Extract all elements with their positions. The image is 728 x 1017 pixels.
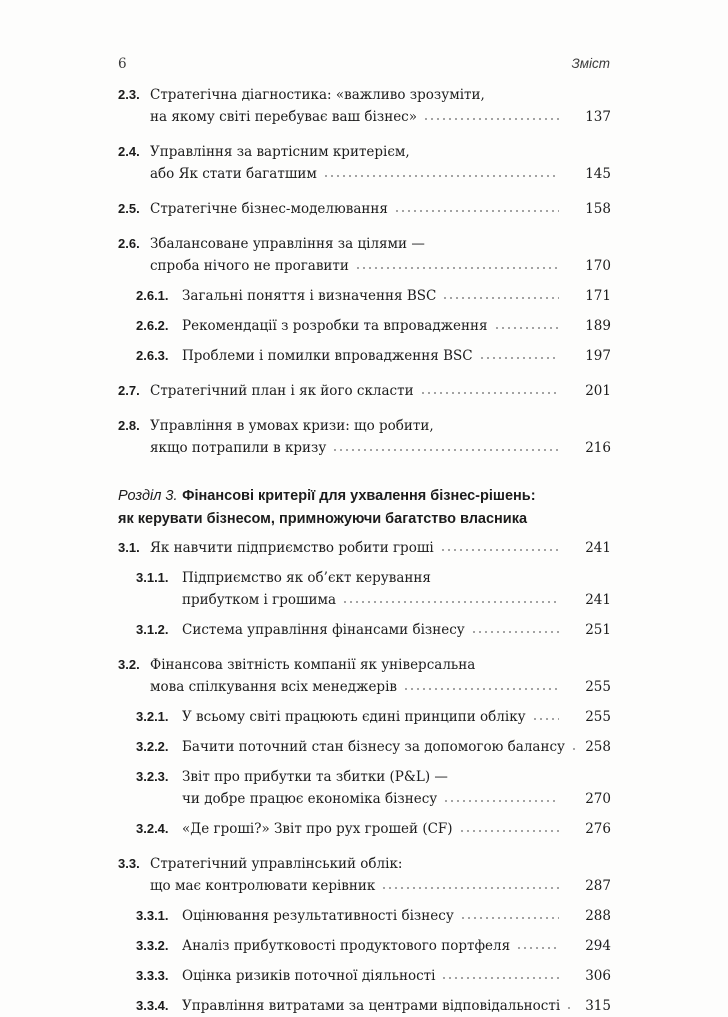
toc-entry-page-number: 241 xyxy=(585,592,611,608)
dot-leader xyxy=(323,173,559,179)
toc-entry-title xyxy=(182,965,565,987)
toc-entry-title xyxy=(182,345,565,367)
toc-group-chapter-3 xyxy=(118,537,611,1017)
toc-entry-title xyxy=(182,736,565,758)
toc-entry-page-number: 287 xyxy=(585,878,611,894)
toc-entry-number: 3.3.1. xyxy=(136,908,169,923)
toc-entry xyxy=(118,567,611,611)
dot-leader xyxy=(479,355,559,361)
toc-entry-page-number: 276 xyxy=(585,821,611,837)
toc-entry-page-number: 170 xyxy=(585,258,611,274)
toc-entry xyxy=(118,706,611,728)
toc-entry-page-number: 145 xyxy=(585,166,611,182)
toc-entry xyxy=(118,285,611,307)
toc-entry-title xyxy=(150,198,565,220)
toc-entry xyxy=(118,198,611,220)
toc-entry xyxy=(118,315,611,337)
toc-entry-number: 3.2.3. xyxy=(136,769,169,784)
dot-leader xyxy=(381,885,559,891)
toc-entry xyxy=(118,935,611,957)
toc-entry-number: 3.2. xyxy=(118,657,140,672)
dot-leader xyxy=(394,208,559,214)
toc-entry-page-number: 171 xyxy=(585,288,611,304)
toc-entry-number: 3.1.1. xyxy=(136,570,169,585)
dot-leader xyxy=(441,975,559,981)
dot-leader xyxy=(494,325,559,331)
toc-entry xyxy=(118,818,611,840)
toc-entry-page-number: 270 xyxy=(585,791,611,807)
toc-entry-title-line: Стратегічний управлінський облік: xyxy=(150,856,403,872)
toc-entry-page-number: 201 xyxy=(585,383,611,399)
toc-entry xyxy=(118,537,611,559)
toc-entry-page-number: 197 xyxy=(585,348,611,364)
toc-entry-number: 3.3.4. xyxy=(136,998,169,1013)
chapter-title-line-2: як керувати бізнесом, примножуючи багатство власника xyxy=(118,511,528,527)
toc-entry xyxy=(118,654,611,698)
toc-entry-title xyxy=(182,619,565,641)
dot-leader xyxy=(355,265,559,271)
toc-entry xyxy=(118,141,611,185)
toc-entry-page-number: 288 xyxy=(585,908,611,924)
toc-entry-number: 2.6. xyxy=(118,236,140,251)
dot-leader xyxy=(471,629,559,635)
toc-entry-title-line: або Як стати багатшим xyxy=(150,166,317,182)
toc-entry-title-line: мова спілкування всіх менеджерів xyxy=(150,679,397,695)
toc-entry-title-line: Підприємство як об’єкт керування xyxy=(182,570,431,586)
toc-entry xyxy=(118,853,611,897)
toc-entry-number: 3.1.2. xyxy=(136,622,169,637)
toc-entry-title xyxy=(182,935,565,957)
toc-entry-number: 2.6.3. xyxy=(136,348,169,363)
toc-entry-page-number: 255 xyxy=(585,679,611,695)
toc-entry xyxy=(118,995,611,1017)
toc-entry-title-line: Управління в умовах кризи: що робити, xyxy=(150,418,434,434)
toc-entry-title-line: Стратегічне бізнес-моделювання xyxy=(150,201,388,217)
toc-entry-page-number: 189 xyxy=(585,318,611,334)
dot-leader xyxy=(443,798,559,804)
toc-entry-number: 3.2.2. xyxy=(136,739,169,754)
toc-entry-title xyxy=(182,818,565,840)
page-header xyxy=(118,56,610,72)
toc-entry-title-line: Загальні поняття і визначення BSC xyxy=(182,288,437,304)
toc-entry-title-line: Проблеми і помилки впровадження BSC xyxy=(182,348,473,364)
toc-entry-page-number: 241 xyxy=(585,540,611,556)
toc-entry xyxy=(118,905,611,927)
toc-entry-title-line: якщо потрапили в кризу xyxy=(150,440,327,456)
toc-entry-title-line: Бачити поточний стан бізнесу за допомогою балансу xyxy=(182,739,565,755)
dot-leader xyxy=(342,599,559,605)
toc-entry-title-line: Стратегічний план і як його скласти xyxy=(150,383,414,399)
toc-entry xyxy=(118,233,611,277)
toc-entry xyxy=(118,619,611,641)
toc-entry-page-number: 306 xyxy=(585,968,611,984)
toc-entry-title xyxy=(150,537,565,559)
toc-entry-title-line: на якому світі перебуває ваш бізнес» xyxy=(150,109,418,125)
toc-entry-page-number: 294 xyxy=(585,938,611,954)
toc-entry-title-line: Аналіз прибутковості продуктового портфеля xyxy=(182,938,511,954)
toc-entry-title-line: Збалансоване управління за цілями — xyxy=(150,236,425,252)
dot-leader xyxy=(440,547,559,553)
toc-entry-number: 2.4. xyxy=(118,144,140,159)
toc-entry xyxy=(118,345,611,367)
toc-entry-number: 2.5. xyxy=(118,201,140,216)
toc-entry-page-number: 258 xyxy=(585,739,611,755)
section-title: Зміст xyxy=(571,56,610,71)
toc-entry-title xyxy=(182,285,565,307)
toc-entry-number: 3.2.4. xyxy=(136,821,169,836)
chapter-label: Розділ 3. xyxy=(118,488,178,504)
toc-entry-number: 3.1. xyxy=(118,540,140,555)
toc-group-chapter-2 xyxy=(118,84,611,459)
toc-entry-title-line: «Де гроші?» Звіт про рух грошей (CF) xyxy=(182,821,453,837)
toc-entry-number: 3.3. xyxy=(118,856,140,871)
toc-entry xyxy=(118,84,611,128)
toc-entry-number: 3.3.3. xyxy=(136,968,169,983)
toc-entry-number: 3.2.1. xyxy=(136,709,169,724)
toc-entry-title xyxy=(182,706,565,728)
toc-entry-title-line: Оцінка ризиків поточної діяльності xyxy=(182,968,436,984)
toc-entry-page-number: 315 xyxy=(585,998,611,1014)
toc-entry-title-line: Оцінювання результативності бізнесу xyxy=(182,908,454,924)
dot-leader xyxy=(332,447,559,453)
dot-leader xyxy=(423,116,559,122)
toc-entry-title xyxy=(182,766,565,810)
chapter-heading xyxy=(118,485,611,531)
toc-entry-title-line: що має контролювати керівник xyxy=(150,878,376,894)
dot-leader xyxy=(532,716,559,722)
toc-entry-title-line: У всьому світі працюють єдині принципи обліку xyxy=(182,709,526,725)
table-of-contents xyxy=(118,84,611,1017)
toc-entry-title xyxy=(150,84,565,128)
toc-entry-title-line: Стратегічна діагностика: «важливо зрозуміти, xyxy=(150,87,485,103)
toc-entry-title-line: чи добре працює економіка бізнесу xyxy=(182,791,438,807)
dot-leader xyxy=(459,828,559,834)
toc-entry xyxy=(118,965,611,987)
toc-entry-title-line: Система управління фінансами бізнесу xyxy=(182,622,465,638)
toc-entry-title-line: спроба нічого не прогавити xyxy=(150,258,349,274)
toc-entry-title xyxy=(182,315,565,337)
toc-entry-page-number: 251 xyxy=(585,622,611,638)
toc-entry-title xyxy=(150,853,565,897)
toc-entry-title xyxy=(150,415,565,459)
chapter-title-line-1: Фінансові критерії для ухвалення бізнес-рішень: xyxy=(182,488,536,504)
toc-entry-page-number: 158 xyxy=(585,201,611,217)
page-number: 6 xyxy=(118,56,127,72)
toc-entry-title xyxy=(150,654,565,698)
dot-leader xyxy=(442,295,559,301)
toc-entry-title-line: Управління за вартісним критерієм, xyxy=(150,144,410,160)
dot-leader xyxy=(460,915,559,921)
toc-entry-number: 2.7. xyxy=(118,383,140,398)
toc-entry-number: 2.6.1. xyxy=(136,288,169,303)
toc-entry-page-number: 216 xyxy=(585,440,611,456)
toc-entry-title-line: Управління витратами за центрами відповідальності xyxy=(182,998,561,1014)
toc-entry-title xyxy=(150,233,565,277)
toc-entry-title-line: Фінансова звітність компанії як універсальна xyxy=(150,657,476,673)
toc-entry-number: 3.3.2. xyxy=(136,938,169,953)
toc-entry-title-line: прибутком і грошима xyxy=(182,592,337,608)
toc-entry xyxy=(118,736,611,758)
dot-leader xyxy=(516,945,559,951)
toc-entry-title xyxy=(150,380,565,402)
toc-entry-title xyxy=(182,567,565,611)
toc-entry-title-line: Як навчити підприємство робити гроші xyxy=(150,540,434,556)
toc-entry-title xyxy=(182,995,565,1017)
toc-entry-number: 2.8. xyxy=(118,418,140,433)
dot-leader xyxy=(420,390,559,396)
toc-entry xyxy=(118,766,611,810)
toc-entry-number: 2.6.2. xyxy=(136,318,169,333)
toc-entry-title-line: Рекомендації з розробки та впровадження xyxy=(182,318,488,334)
toc-entry xyxy=(118,415,611,459)
toc-entry-number: 2.3. xyxy=(118,87,140,102)
dot-leader xyxy=(403,686,559,692)
toc-entry-page-number: 255 xyxy=(585,709,611,725)
toc-entry xyxy=(118,380,611,402)
toc-entry-page-number: 137 xyxy=(585,109,611,125)
toc-entry-title xyxy=(182,905,565,927)
toc-entry-title-line: Звіт про прибутки та збитки (P&L) — xyxy=(182,769,448,785)
toc-entry-title xyxy=(150,141,565,185)
